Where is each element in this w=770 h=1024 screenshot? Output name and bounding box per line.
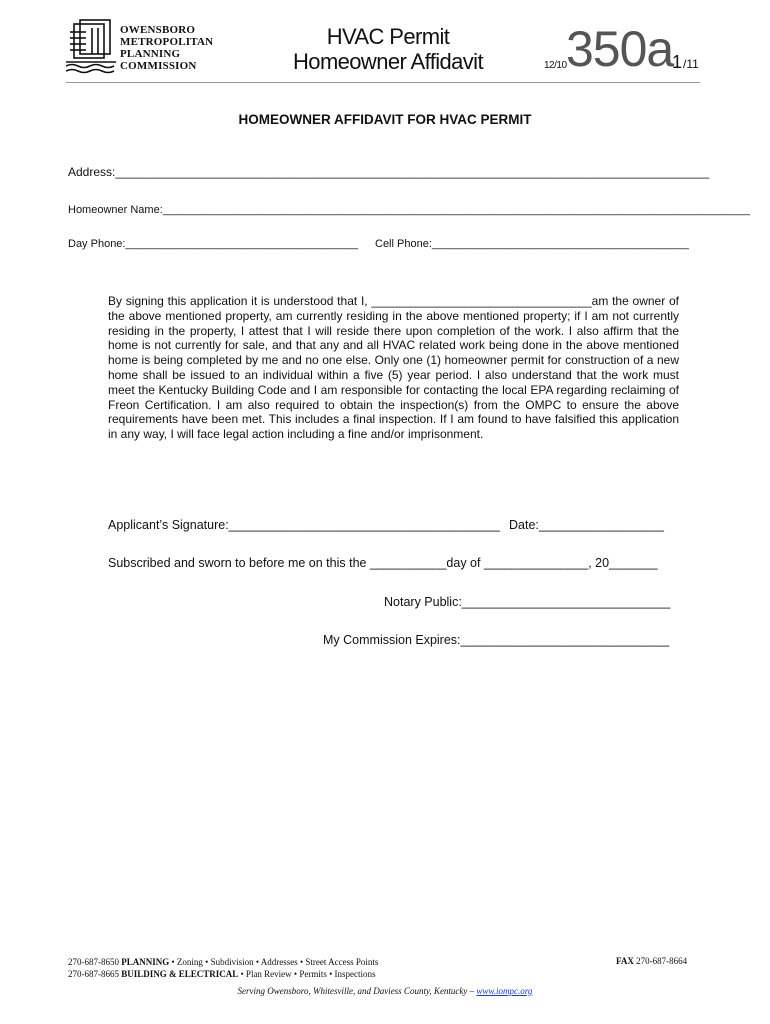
org-line: PLANNING	[120, 48, 181, 60]
sworn-statement-field[interactable]: Subscribed and sworn to before me on this the ___________day of _______________, 20_______	[108, 556, 658, 570]
address-field[interactable]: Address:_________________________________________________________________________________________	[68, 165, 710, 179]
footer-contacts	[68, 956, 378, 980]
building-label: BUILDING & ELECTRICAL	[121, 969, 239, 979]
org-line: METROPOLITAN	[120, 36, 214, 48]
org-line: OWENSBORO	[120, 24, 196, 36]
page-number: 1	[672, 52, 683, 72]
fax-label: FAX	[616, 956, 634, 966]
planning-phone: 270-687-8650	[68, 957, 119, 967]
form-number: 350a	[566, 21, 674, 77]
date-field[interactable]: Date:__________________	[509, 518, 665, 532]
building-services: • Plan Review • Permits • Inspections	[238, 969, 376, 979]
building-phone: 270-687-8665	[68, 969, 119, 979]
footer-planning-line	[68, 956, 378, 968]
org-line: COMMISSION	[120, 60, 197, 72]
serving-text: Serving Owensboro, Whitesville, and Daviess County, Kentucky –	[237, 986, 477, 996]
footer-building-line	[68, 968, 378, 980]
footer-fax	[616, 956, 687, 966]
organization-name	[120, 24, 213, 72]
header-divider	[66, 82, 700, 83]
website-link[interactable]: www.iompc.org	[476, 986, 533, 996]
title-line-1: HVAC Permit	[326, 24, 450, 49]
commission-expires-field[interactable]: My Commission Expires:______________________________	[323, 633, 670, 647]
title-line-2: Homeowner Affidavit	[293, 49, 483, 74]
ompc-logo	[66, 18, 118, 76]
cell-phone-field[interactable]: Cell Phone:__________________________________________	[375, 238, 689, 250]
revision-date: 12/10	[544, 60, 567, 71]
page-total: /11	[683, 57, 699, 71]
affidavit-statement: By signing this application it is understood that I, _________________________________am the owner of the above mentioned property, am currently residing in the above mentioned property; if I am not currently residing in the property, I attest that I will reside there upon completion of the work. I also affirm that the home is not currently for sale, and that any and all HVAC related work being done in the above mentioned home is being completed by me and no one else. Only one (1) homeowner permit for construction of a new home shall be issued to an individual within a five (5) year period. I also understand that the work must meet the Kentucky Building Code and I am responsible for contacting the local EPA regarding reclaiming of Freon Certification. I am also required to obtain the inspection(s) from the OMPC to ensure the above requirements have been met. This includes a final inspection. If I am found to have falsified this application in any way, I will face legal action including a fine and/or imprisonment.	[108, 294, 679, 442]
day-phone-field[interactable]: Day Phone:______________________________________	[68, 238, 358, 250]
homeowner-name-field[interactable]: Homeowner Name:________________________________________________________________________________________________	[68, 204, 751, 216]
building-icon	[66, 18, 118, 76]
planning-services: • Zoning • Subdivision • Addresses • Street Access Points	[169, 957, 379, 967]
applicant-signature-field[interactable]: Applicant’s Signature:_______________________________________	[108, 518, 500, 532]
notary-public-field[interactable]: Notary Public:______________________________	[384, 595, 671, 609]
document-title	[288, 24, 488, 74]
form-heading: HOMEOWNER AFFIDAVIT FOR HVAC PERMIT	[238, 112, 532, 127]
planning-label: PLANNING	[121, 957, 170, 967]
fax-number: 270-687-8664	[636, 956, 688, 966]
footer-serving	[0, 986, 770, 996]
